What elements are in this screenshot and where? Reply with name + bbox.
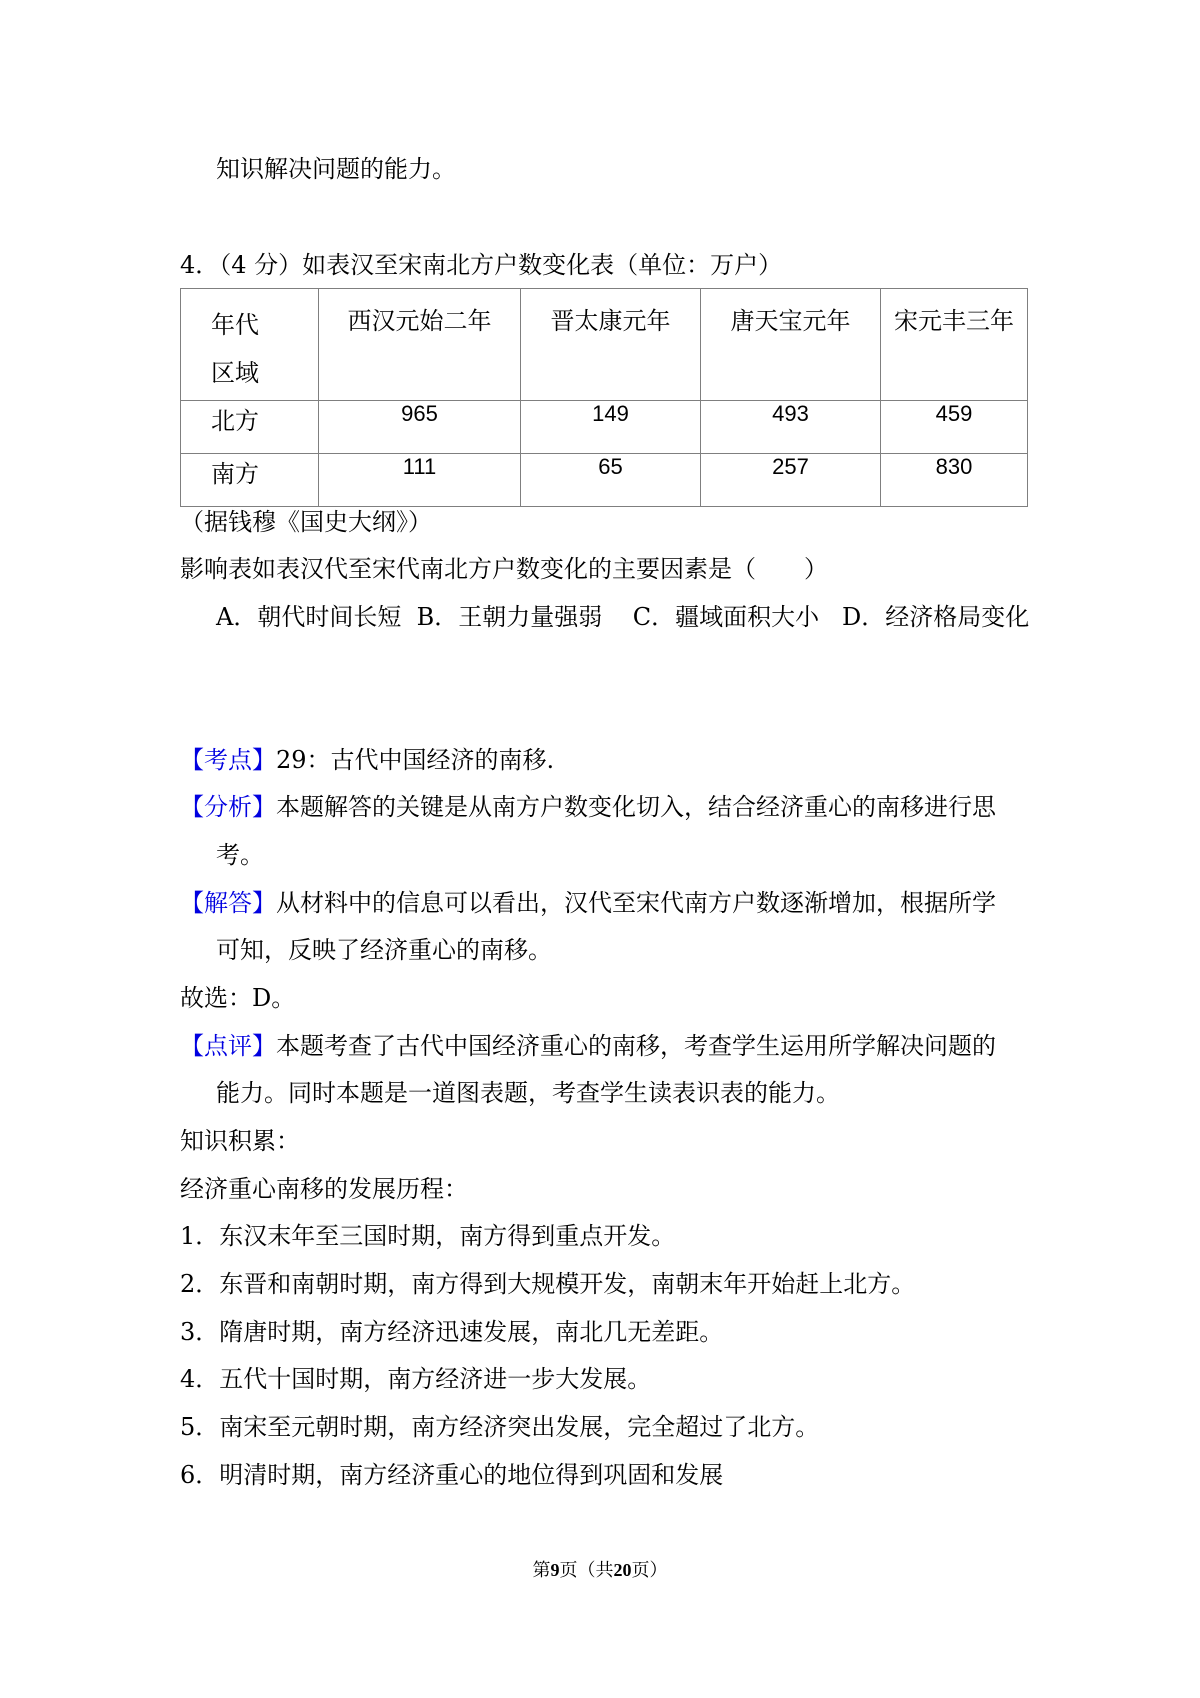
dianping-text-cont: 能力。同时本题是一道图表题，考查学生读表识表的能力。	[216, 1079, 840, 1107]
year-header: 唐天宝元年	[701, 289, 881, 401]
table-source: （据钱穆《国史大纲》）	[180, 508, 432, 536]
list-item: 6．明清时期，南方经济重心的地位得到巩固和发展	[180, 1461, 724, 1489]
value-cell: 493	[701, 401, 881, 454]
footer-suffix: 页）	[631, 1560, 668, 1580]
dianping-tag: 【点评】	[180, 1032, 276, 1060]
table-row	[181, 454, 1028, 507]
year-header: 西汉元始二年	[319, 289, 521, 401]
kaodian-text: 29：古代中国经济的南移.	[276, 746, 555, 774]
list-item: 2．东晋和南朝时期，南方得到大规模开发，南朝末年开始赶上北方。	[180, 1270, 916, 1298]
fenxi-text-cont: 考。	[216, 841, 264, 869]
corner-label-region: 区域	[211, 359, 259, 387]
value-cell: 459	[881, 401, 1028, 454]
table-header-row	[181, 289, 1028, 401]
dianping-text: 本题考查了古代中国经济重心的南移，考查学生运用所学解决问题的	[276, 1032, 996, 1060]
table-corner-cell	[181, 289, 319, 401]
footer-page-number: 9	[550, 1560, 560, 1580]
table-row	[181, 401, 1028, 454]
answer-options: A．朝代时间长短 B．王朝力量强弱 C．疆域面积大小 D．经济格局变化	[216, 603, 1030, 631]
continued-text: 知识解决问题的能力。	[216, 155, 456, 183]
knowledge-subheading: 经济重心南移的发展历程：	[180, 1175, 468, 1203]
footer-middle: 页（共	[559, 1560, 614, 1580]
list-item: 3．隋唐时期，南方经济迅速发展，南北几无差距。	[180, 1318, 724, 1346]
fenxi-tag: 【分析】	[180, 793, 276, 821]
region-cell: 南方	[181, 454, 319, 507]
kaodian-tag: 【考点】	[180, 746, 276, 774]
value-cell: 65	[521, 454, 701, 507]
corner-label-year: 年代	[211, 311, 259, 339]
region-cell: 北方	[181, 401, 319, 454]
footer-prefix: 第	[532, 1560, 551, 1580]
kaodian-line	[180, 745, 554, 775]
jieda-tag: 【解答】	[180, 889, 276, 917]
value-cell: 149	[521, 401, 701, 454]
fenxi-line	[180, 792, 996, 822]
list-item: 5．南宋至元朝时期，南方经济突出发展，完全超过了北方。	[180, 1413, 820, 1441]
value-cell: 830	[881, 454, 1028, 507]
jieda-text: 从材料中的信息可以看出，汉代至宋代南方户数逐渐增加，根据所学	[276, 889, 996, 917]
household-table	[180, 288, 1028, 507]
dianping-line	[180, 1031, 996, 1061]
value-cell: 965	[319, 401, 521, 454]
knowledge-heading: 知识积累：	[180, 1127, 300, 1155]
question-prompt: 影响表如表汉代至宋代南北方户数变化的主要因素是（ ）	[180, 555, 828, 583]
value-cell: 257	[701, 454, 881, 507]
year-header: 晋太康元年	[521, 289, 701, 401]
footer-total-pages: 20	[613, 1560, 632, 1580]
fenxi-text: 本题解答的关键是从南方户数变化切入，结合经济重心的南移进行思	[276, 793, 996, 821]
year-header: 宋元丰三年	[881, 289, 1028, 401]
question-stem: 4．（4 分）如表汉至宋南北方户数变化表（单位：万户）	[180, 251, 783, 279]
jieda-text-cont: 可知，反映了经济重心的南移。	[216, 936, 552, 964]
list-item: 4．五代十国时期，南方经济进一步大发展。	[180, 1365, 652, 1393]
page-footer	[0, 1556, 1200, 1582]
answer-line: 故选：D。	[180, 984, 296, 1012]
value-cell: 111	[319, 454, 521, 507]
jieda-line	[180, 888, 996, 918]
list-item: 1．东汉末年至三国时期，南方得到重点开发。	[180, 1222, 676, 1250]
